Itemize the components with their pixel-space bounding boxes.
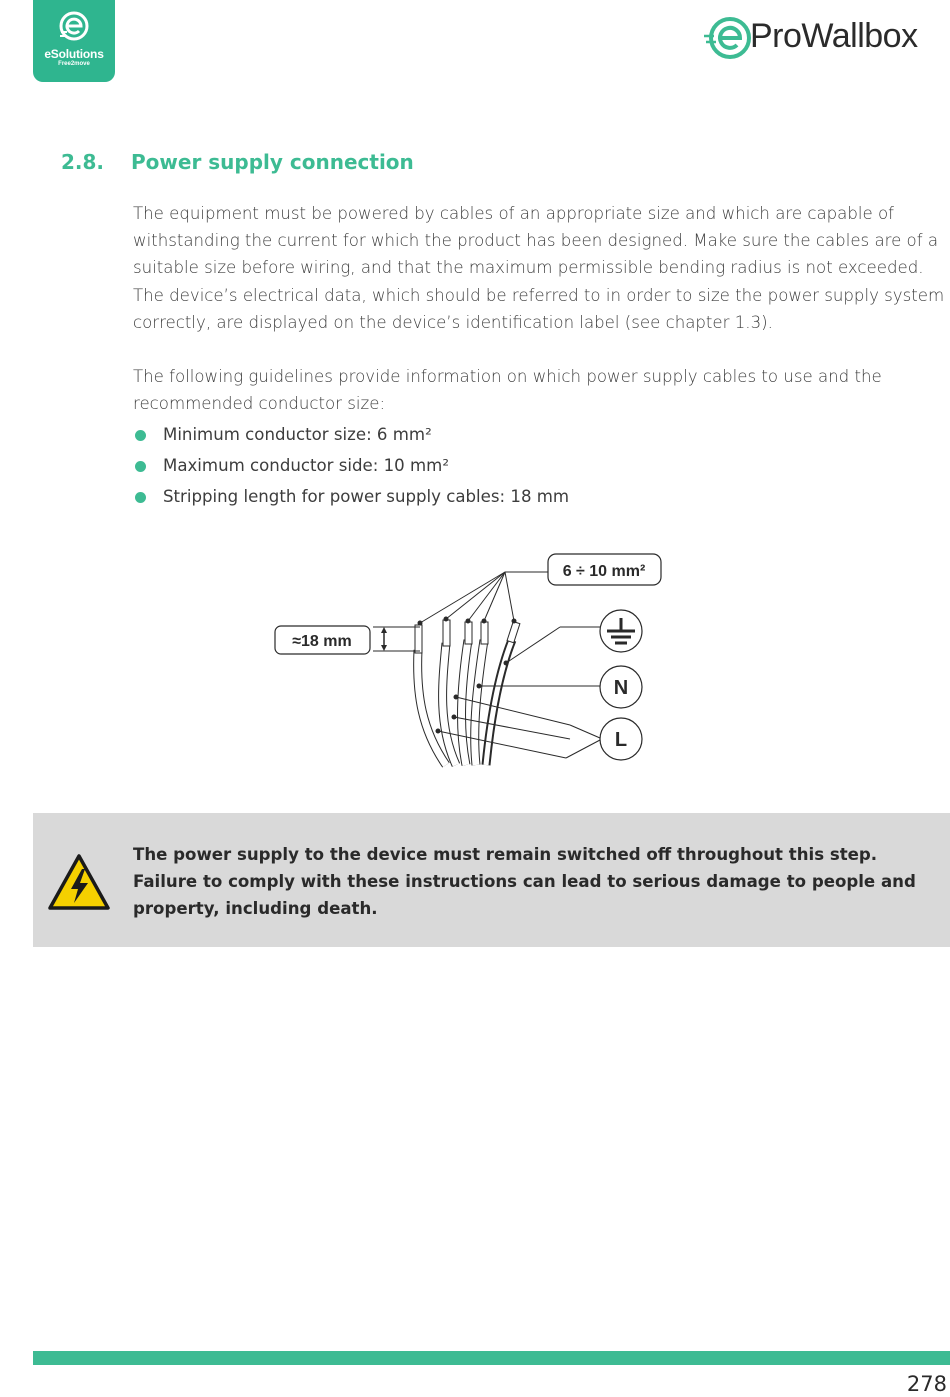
section-number: 2.8. [61,150,105,174]
section-title: Power supply connection [131,150,414,174]
electrical-hazard-icon [47,853,111,911]
warning-box [33,813,950,947]
prowallbox-logo [704,14,950,66]
list-item-text: Maximum conductor side: 10 mm² [163,456,449,475]
list-item-text: Stripping length for power supply cables: 18 mm [163,487,570,506]
paragraph-cable-requirements: The equipment must be powered by cables of an appropriate size and which are capable of withstanding the current for which the product has been designed. Make sure the cables are of a suitable size before wiring, and that the maximum permissible bending radius is not exceeded. The device’s electrical data, which should be referred to in order to size the power supply system correctly, are displayed on the device’s identification label (see chapter 1.3). [133,204,945,332]
list-item [133,421,933,452]
logo-brand-text: eSolutions [44,47,104,61]
prowallbox-e-icon [704,14,754,66]
esolutions-e-icon [58,10,90,44]
bullet-dot [135,430,146,441]
cable-stripping-diagram [270,545,670,775]
bullet-dot [135,492,146,503]
page-number: 278 [906,1372,947,1396]
warning-text: The power supply to the device must remain switched off throughout this step. Failure to comply with these instructions can lead to serious damage to people and property, including death. [133,845,916,919]
list-item [133,483,933,514]
footer-bar [33,1351,950,1365]
paragraph-guidelines-intro: The following guidelines provide information on which power supply cables to use and the recommended conductor size: [133,367,882,414]
bullet-dot [135,461,146,472]
guidelines-list [133,421,933,514]
logo-sub-text: Free2move [58,61,90,67]
list-item [133,452,933,483]
neutral-terminal-label: N [613,677,629,699]
strip-length-label: ≈18 mm [292,633,352,650]
list-item-text: Minimum conductor size: 6 mm² [163,425,432,444]
earth-ground-icon [600,610,642,652]
esolutions-logo [33,0,115,82]
conductor-size-label: 6 ÷ 10 mm² [562,563,646,580]
line-terminal-label: L [614,729,628,751]
prowallbox-wordmark: ProWallbox [750,17,918,55]
